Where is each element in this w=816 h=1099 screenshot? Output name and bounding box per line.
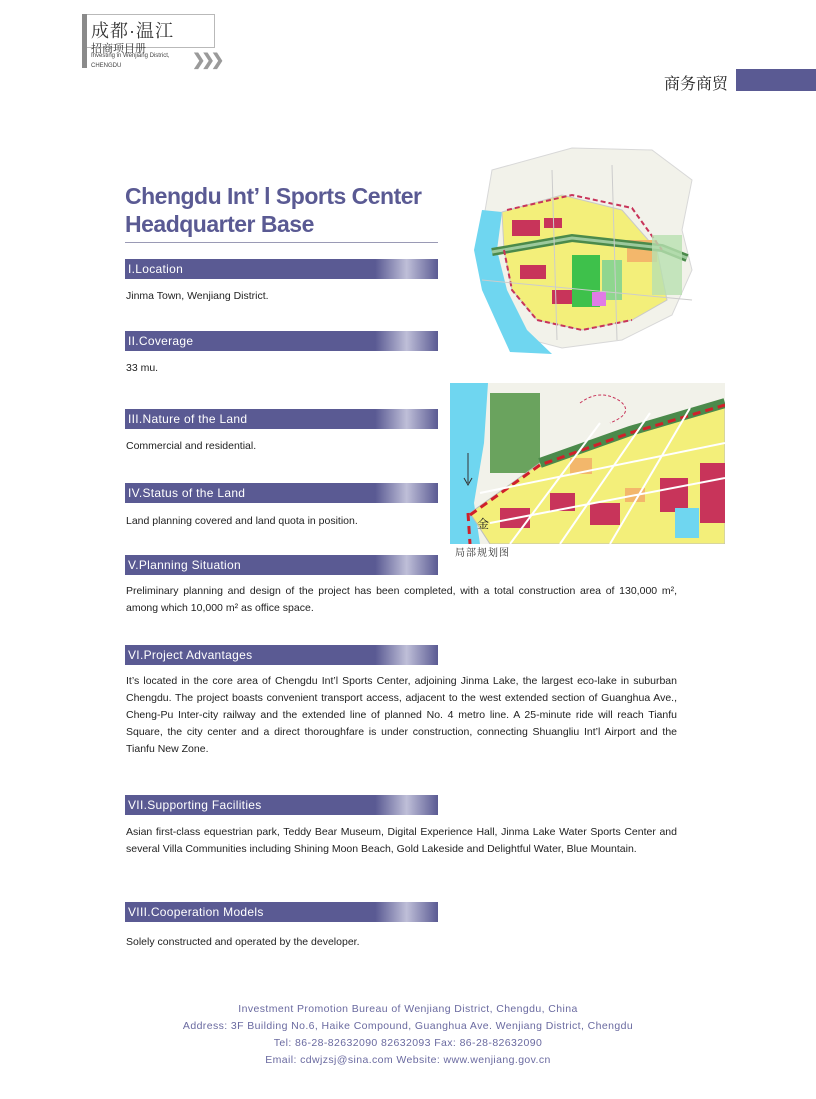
- section-body-planning: Preliminary planning and design of the project has been completed, with a total construction area of 130,000 m², among which 10,000 m² as office space.: [126, 585, 677, 614]
- section-label: 商务商贸: [664, 76, 729, 93]
- section-body-coverage: 33 mu.: [126, 362, 159, 374]
- footer-contact: Email: cdwjzsj@sina.com Website: www.wenjiang.gov.cn: [265, 1054, 551, 1066]
- brand-subtitle-en-line2: CHENGDU: [91, 62, 122, 69]
- section-heading-advantages: VI.Project Advantages: [125, 645, 438, 665]
- section-color-block: [736, 69, 816, 91]
- brand-subtitle-en: [91, 52, 170, 71]
- footer-phone: Tel: 86-28-82632090 82632093 Fax: 86-28-82632090: [273, 1037, 543, 1049]
- title-divider: [125, 242, 438, 243]
- section-body-nature: Commercial and residential.: [126, 440, 257, 452]
- detail-map-caption: 局部规划图: [455, 548, 510, 559]
- section-body-facilities: Asian first-class equestrian park, Teddy Bear Museum, Digital Experience Hall, Jinma Lake Water Sports Center and several Villa Communities including Shining Moon Beach, Gold Lakeside and Delightful Water, Blue Mountain.: [126, 826, 677, 855]
- page-title: [125, 182, 422, 238]
- brand-subtitle-en-line1: Investing in Wenjiang District,: [91, 53, 170, 59]
- section-heading-facilities: VII.Supporting Facilities: [125, 795, 438, 815]
- detail-map-char: 金: [477, 517, 490, 531]
- section-heading-cooperation: VIII.Cooperation Models: [125, 902, 438, 922]
- page-title-line1: Chengdu Int’ l Sports Center: [125, 183, 422, 209]
- section-body-cooperation: Solely constructed and operated by the developer.: [126, 936, 360, 948]
- chevron-right-icon: ❯❯❯: [192, 52, 221, 69]
- page-title-line2: Headquarter Base: [125, 211, 314, 237]
- section-body-advantages: It’s located in the core area of Chengdu Int’l Sports Center, adjoining Jinma Lake, the largest eco-lake in suburban Chengdu. The project boasts convenient transport access, adjacent to the west extended section of Guanghua Ave., Cheng-Pu Inter-city railway and the extended line of planned No. 4 metro line. A 25-minute ride will reach Tianfu Square, the city center and a direct thoroughfare is under construction, connecting Shuangliu Int’l Airport and the Tianfu New Zone.: [126, 675, 677, 755]
- footer-organization: Investment Promotion Bureau of Wenjiang District, Chengdu, China: [238, 1003, 578, 1015]
- section-heading-nature: III.Nature of the Land: [125, 409, 438, 429]
- brand-subtitle-cn: 招商项目册: [91, 43, 146, 55]
- section-body-status: Land planning covered and land quota in position.: [126, 515, 358, 527]
- brand-title: 成都·温江: [91, 21, 174, 41]
- overview-planning-map: [452, 140, 732, 354]
- section-body-location: Jinma Town, Wenjiang District.: [126, 290, 269, 302]
- section-heading-planning: V.Planning Situation: [125, 555, 438, 575]
- section-heading-status: IV.Status of the Land: [125, 483, 438, 503]
- detail-planning-map: [450, 383, 725, 544]
- footer-address: Address: 3F Building No.6, Haike Compound, Guanghua Ave. Wenjiang District, Chengdu: [182, 1020, 634, 1032]
- section-heading-location: I.Location: [125, 259, 438, 279]
- section-heading-coverage: II.Coverage: [125, 331, 438, 351]
